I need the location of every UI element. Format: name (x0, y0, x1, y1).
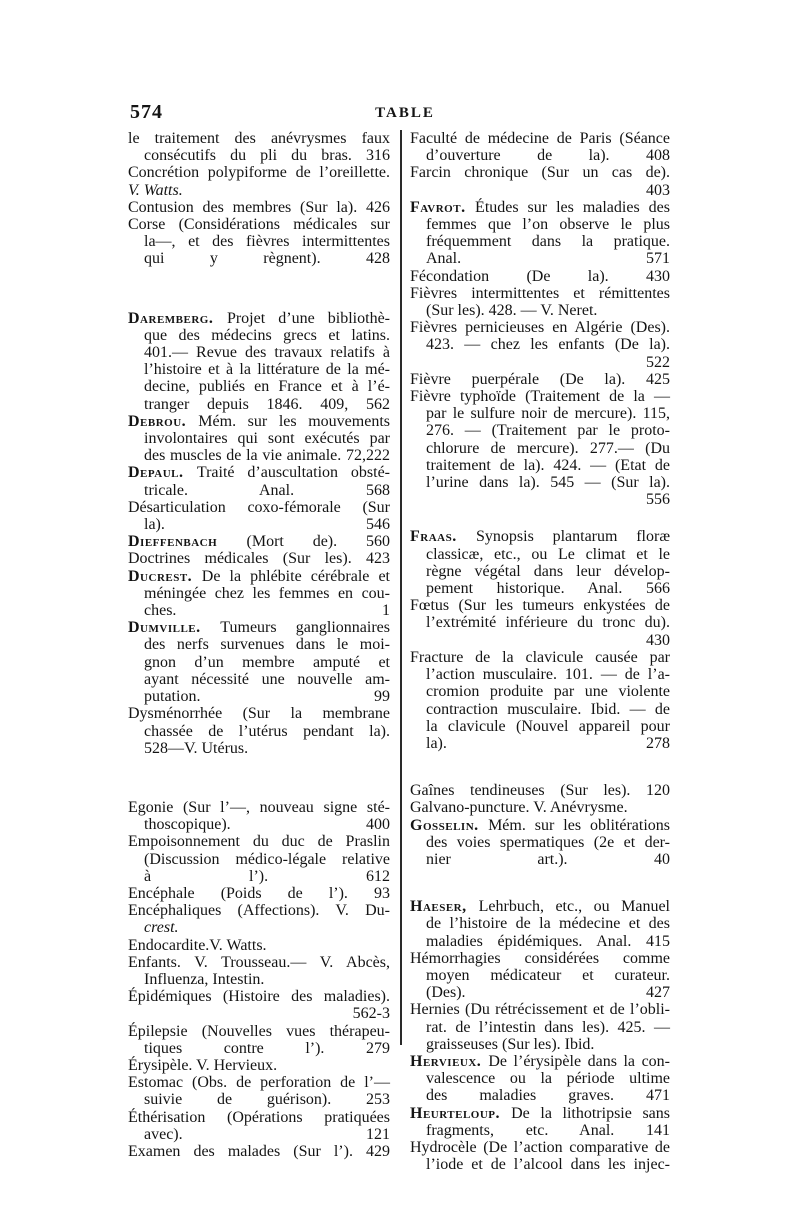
index-entry (128, 937, 390, 954)
index-entry (410, 199, 670, 268)
index-line (128, 1023, 390, 1040)
index-line (128, 1143, 390, 1160)
index-line (128, 550, 390, 567)
index-line (410, 666, 670, 683)
index-line (410, 250, 670, 267)
index-line-text: Influenza, Intestin. (144, 970, 265, 988)
index-entry (410, 1053, 670, 1105)
index-entry (410, 782, 670, 816)
index-line-text: ches. 1 (144, 602, 390, 620)
section-gap (410, 508, 670, 528)
index-line (410, 933, 670, 950)
index-line-text: l’extrémité inférieure du tronc du). (426, 614, 670, 632)
index-line-text: Encéphaliques (Affections). V. Du- (128, 902, 390, 920)
index-entry (128, 833, 390, 885)
index-line (410, 440, 670, 457)
index-line-text: Désarticulation coxo-fémorale (Sur (128, 498, 390, 516)
index-line-text: (Discussion médico-légale relative (144, 850, 390, 868)
index-line (128, 216, 390, 233)
index-entry (410, 1105, 670, 1139)
index-line-text: Galvano-puncture. V. Anévrysme. (410, 799, 628, 817)
index-line (128, 182, 390, 199)
index-line (410, 164, 670, 181)
index-line (410, 1019, 670, 1036)
index-line (128, 971, 390, 988)
index-line (410, 336, 670, 353)
index-line (410, 457, 670, 474)
index-line (410, 683, 670, 700)
index-line-text: consécutifs du pli du bras. 316 (144, 147, 390, 165)
index-entry (410, 898, 670, 950)
index-line-text: graisseuses (Sur les). Ibid. (426, 1035, 595, 1053)
index-line-text: cromion produite par une violente (426, 683, 670, 701)
index-line-text: suivie de guérison). 253 (144, 1091, 390, 1109)
entry-author-name: Ducrest. (128, 567, 202, 585)
index-line (128, 1126, 390, 1143)
index-line (410, 319, 670, 336)
index-entry (410, 130, 670, 164)
index-line-text: de l’histoire de la médecine et des (426, 915, 670, 933)
index-line (410, 528, 670, 545)
index-line-text: ayant nécessité une nouvelle am- (144, 670, 390, 688)
index-line (410, 580, 670, 597)
index-line (410, 735, 670, 752)
index-line (128, 447, 390, 464)
index-entry (128, 310, 390, 413)
index-line (410, 915, 670, 932)
index-line-text: De la lithotripsie sans (511, 1104, 671, 1122)
index-line-text: fragments, etc. Anal. 141 (426, 1121, 670, 1139)
index-line (128, 396, 390, 413)
index-line-text: par le sulfure noir de mercure). 115, (426, 405, 670, 423)
index-line (410, 782, 670, 799)
index-line (128, 233, 390, 250)
entry-author-name: Dieffenbach (128, 533, 247, 551)
index-line-text: fréquemment dans la pratique. (426, 233, 670, 251)
index-line (128, 199, 390, 216)
index-line-text: (Des). 427 (426, 984, 670, 1002)
index-entry (410, 268, 670, 285)
index-line (410, 422, 670, 439)
index-line-text: Estomac (Obs. de perforation de l’— (128, 1074, 390, 1092)
index-line (128, 868, 390, 885)
index-line (410, 474, 670, 491)
index-line-text: Gaînes tendineuses (Sur les). 120 (410, 782, 670, 800)
index-line-text: l’urine dans la). 545 — (Sur la). (426, 474, 670, 492)
index-entry (410, 817, 670, 869)
index-line (128, 499, 390, 516)
index-line-text: l’histoire et à la littérature de la mé- (144, 361, 390, 379)
index-line-text: Farcin chronique (Sur un cas de). (410, 164, 670, 182)
index-line-text: 403 (646, 181, 670, 199)
index-line-text: Fièvre typhoïde (Traitement de la — (410, 388, 670, 406)
index-line-text: des muscles de la vie animale. 72,222 (144, 447, 390, 465)
index-line-text: Anal. 571 (426, 250, 670, 268)
entry-author-name: Hervieux. (410, 1052, 489, 1070)
index-line-text: Hydrocèle (De l’action comparative de (410, 1138, 670, 1156)
index-line-text: Mém. sur les oblitérations (488, 816, 670, 834)
index-line (128, 902, 390, 919)
index-line (128, 833, 390, 850)
index-line-text: la—, et des fièvres intermittentes (144, 233, 390, 251)
index-line-text: Doctrines médicales (Sur les). 423 (128, 550, 390, 568)
right-column (410, 130, 670, 1173)
index-line-text: des voies spermatiques (2e et der- (426, 833, 670, 851)
index-line (128, 430, 390, 447)
index-line-text: 528—V. Utérus. (144, 739, 249, 757)
index-line (128, 816, 390, 833)
index-line (410, 405, 670, 422)
index-line-text: decine, publiés en France et à l’é- (144, 378, 390, 396)
index-entry (410, 1001, 670, 1053)
index-entry (128, 464, 390, 498)
index-line (128, 688, 390, 705)
index-line (410, 233, 670, 250)
index-entry (410, 388, 670, 508)
index-entry (128, 499, 390, 533)
index-line (128, 799, 390, 816)
entry-author-name: Haeser, (410, 898, 479, 916)
index-line-text: Fœtus (Sur les tumeurs enkystées de (410, 597, 670, 615)
index-line (410, 388, 670, 405)
index-line-text: Épilepsie (Nouvelles vues thérapeu- (128, 1022, 390, 1040)
index-line (128, 482, 390, 499)
index-line-text: Enfants. V. Trousseau.— V. Abcès, (128, 953, 390, 971)
index-line-text: pement historique. Anal. 566 (426, 580, 670, 598)
index-line-text: nier art.). 40 (426, 850, 670, 868)
index-line (410, 182, 670, 199)
page-number: 574 (130, 101, 163, 123)
index-line-text: classicæ, etc., ou Le climat et le (426, 545, 670, 563)
index-line (410, 1036, 670, 1053)
index-line-text: Fièvres pernicieuses en Algérie (Des). (410, 319, 670, 337)
index-line-text: Hernies (Du rétrécissement et de l’obli- (410, 1001, 670, 1019)
index-line-text: le traitement des anévrysmes faux (128, 130, 390, 147)
index-line-text: la). 278 (426, 734, 670, 752)
index-entry (128, 988, 390, 1022)
index-line-text: De l’érysipèle dans la con- (488, 1052, 671, 1070)
index-line-text: Épidémiques (Histoire des maladies). (128, 988, 390, 1006)
index-entry (128, 705, 390, 757)
index-line (128, 937, 390, 954)
index-line-text: Lehrbuch, etc., ou Manuel (478, 898, 671, 916)
index-line-text: Contusion des membres (Sur la). 426 (128, 198, 390, 216)
index-line (128, 919, 390, 936)
index-line (410, 371, 670, 388)
section-gap (128, 757, 390, 799)
index-line-text: 522 (646, 353, 670, 371)
index-line (410, 1087, 670, 1104)
index-line (128, 636, 390, 653)
index-line (410, 817, 670, 834)
index-line (128, 619, 390, 636)
index-entry (128, 619, 390, 705)
index-line (128, 705, 390, 722)
index-line (128, 988, 390, 1005)
running-title: TABLE (375, 105, 435, 121)
entry-author-name: Depaul. (128, 464, 197, 482)
index-line-text: chlorure de mercure). 277.— (Du (426, 439, 670, 457)
index-line (128, 654, 390, 671)
index-line (410, 302, 670, 319)
index-line-text: à l’). 612 (144, 867, 390, 885)
index-line-text: méningée chez les femmes en cou- (144, 584, 390, 602)
index-line (128, 464, 390, 481)
section-gap (410, 752, 670, 782)
index-line-text: 556 (646, 491, 670, 509)
index-line (128, 1109, 390, 1126)
index-line (410, 1001, 670, 1018)
index-line (128, 851, 390, 868)
index-line (410, 649, 670, 666)
index-line (410, 354, 670, 371)
index-line (128, 1040, 390, 1057)
index-line (128, 954, 390, 971)
entry-author-name: Gosselin. (410, 816, 489, 834)
index-line (410, 491, 670, 508)
index-line-text: qui y règnent). 428 (144, 250, 390, 268)
index-line-text: crest. (144, 919, 179, 937)
index-line (128, 130, 390, 147)
index-line-text: avec). 121 (144, 1125, 390, 1143)
index-line-text: Concrétion polypiforme de l’oreillette. (128, 164, 390, 182)
index-line-text: Projet d’une bibliothè- (226, 309, 390, 327)
index-line-text: Fécondation (De la). 430 (410, 267, 670, 285)
entry-author-name: Dumville. (128, 619, 221, 637)
index-line-text: Egonie (Sur l’—, nouveau signe sté- (128, 798, 390, 816)
index-line-text: Hémorrhagies considérées comme (410, 949, 670, 967)
index-line (128, 310, 390, 327)
index-line (410, 984, 670, 1001)
index-entry (128, 550, 390, 567)
index-line (410, 701, 670, 718)
index-entry (128, 1023, 390, 1057)
index-line-text: tricale. Anal. 568 (144, 481, 390, 499)
index-line (410, 1156, 670, 1173)
index-line-text: tiques contre l’). 279 (144, 1039, 390, 1057)
index-entry (128, 199, 390, 268)
index-line (410, 614, 670, 631)
index-line (128, 671, 390, 688)
index-entry (128, 954, 390, 988)
index-line-text: Faculté de médecine de Paris (Séance (410, 130, 670, 147)
index-line-text: valescence ou la période ultime (426, 1070, 670, 1088)
left-column (128, 130, 390, 1160)
index-line-text: moyen médicateur et curateur. (426, 966, 670, 984)
index-line (128, 250, 390, 267)
index-line-text: Synopsis plantarum floræ (476, 528, 670, 546)
index-entry (410, 285, 670, 319)
index-entry (410, 597, 670, 649)
index-line-text: Érysipèle. V. Hervieux. (128, 1056, 278, 1074)
section-gap (128, 268, 390, 310)
index-entry (128, 413, 390, 465)
index-line (128, 378, 390, 395)
index-line (128, 568, 390, 585)
index-entry (410, 528, 670, 597)
index-line (410, 1122, 670, 1139)
index-line (410, 199, 670, 216)
index-line-text: Traité d’auscultation obsté- (196, 464, 390, 482)
index-entry (410, 1139, 670, 1173)
index-line-text: rat. de l’intestin dans les). 425. — (426, 1018, 670, 1036)
index-line (128, 147, 390, 164)
index-line-text: des nerfs survenues dans le moi- (144, 636, 390, 654)
index-line-text: l’action musculaire. 101. — de l’a- (426, 666, 670, 684)
index-line (128, 327, 390, 344)
index-entry (410, 950, 670, 1002)
index-line (410, 851, 670, 868)
index-line (410, 285, 670, 302)
index-line-text: l’iode et de l’alcool dans les injec- (426, 1156, 670, 1174)
index-line (128, 723, 390, 740)
index-line-text: Études sur les maladies des (475, 198, 670, 216)
index-line-text: Examen des malades (Sur l’). 429 (128, 1142, 390, 1160)
index-line (410, 597, 670, 614)
index-line-text: règne végétal dans leur dévelop- (426, 562, 670, 580)
index-line (128, 413, 390, 430)
index-line-text: des maladies graves. 471 (426, 1087, 670, 1105)
index-line-text: femmes que l’on observe le plus (426, 216, 670, 234)
index-line-text: traitement de la). 424. — (Etat de (426, 456, 670, 474)
index-line-text: Fièvres intermittentes et rémittentes (410, 284, 670, 302)
index-line-text: Tumeurs ganglionnaires (220, 619, 390, 637)
entry-author-name: Daremberg. (128, 309, 227, 327)
index-line-text: que des médecins grecs et latins. (144, 326, 390, 344)
index-line (410, 147, 670, 164)
index-line-text: maladies épidémiques. Anal. 415 (426, 932, 670, 950)
index-entry (128, 1057, 390, 1074)
index-line-text: la). 546 (144, 516, 390, 534)
index-entry (128, 799, 390, 833)
index-line (410, 632, 670, 649)
index-line (410, 563, 670, 580)
index-line-text: gnon d’un membre amputé et (144, 653, 390, 671)
index-entry (128, 533, 390, 550)
entry-author-name: Heurteloup. (410, 1104, 512, 1122)
index-line (410, 799, 670, 816)
index-entry (410, 371, 670, 388)
index-line (128, 1057, 390, 1074)
index-line (410, 950, 670, 967)
index-line-text: involontaires qui sont exécutés par (144, 430, 390, 448)
index-line-text: Éthérisation (Opérations pratiquées (128, 1108, 390, 1126)
index-line (128, 533, 390, 550)
index-entry (410, 649, 670, 752)
index-line-text: Encéphale (Poids de l’). 93 (128, 884, 390, 902)
index-line (410, 130, 670, 147)
index-entry (128, 568, 390, 620)
index-entry (128, 885, 390, 937)
index-entry (128, 1143, 390, 1160)
index-line (410, 834, 670, 851)
index-entry (128, 1074, 390, 1108)
index-line-text: Dysménorrhée (Sur la membrane (128, 705, 390, 723)
index-line-text: 401.— Revue des travaux relatifs à (144, 344, 390, 362)
index-line (410, 1105, 670, 1122)
index-line-text: d’ouverture de la). 408 (426, 147, 670, 165)
index-line-text: Fracture de la clavicule causée par (410, 648, 670, 666)
column-divider (400, 130, 402, 1045)
index-line (410, 1070, 670, 1087)
index-line-text: putation. 99 (144, 688, 390, 706)
index-entry (410, 319, 670, 371)
index-line-text: chassée de l’utérus pendant la). (144, 722, 390, 740)
index-line (410, 268, 670, 285)
index-entry (410, 164, 670, 198)
index-line-text: 276. — (Traitement par le proto- (426, 422, 670, 440)
entry-author-name: Fraas. (410, 528, 476, 546)
entry-author-name: Favrot. (410, 198, 476, 216)
index-line (410, 216, 670, 233)
index-line (410, 1139, 670, 1156)
index-line (128, 361, 390, 378)
index-line (410, 967, 670, 984)
index-line-text: Empoisonnement du duc de Praslin (128, 833, 390, 851)
index-line-text: Mém. sur les mouvements (198, 412, 390, 430)
index-line (128, 602, 390, 619)
index-line-text: contraction musculaire. Ibid. — de (426, 700, 670, 718)
index-line (128, 585, 390, 602)
index-line-text: 423. — chez les enfants (De la). (426, 336, 670, 354)
index-line-text: De la phlébite cérébrale et (201, 567, 390, 585)
index-line-text: (Sur les). 428. — V. Neret. (426, 302, 598, 320)
index-line (410, 1053, 670, 1070)
index-line-text: tranger depuis 1846. 409, 562 (144, 395, 390, 413)
index-line-text: 430 (646, 631, 670, 649)
index-line (128, 885, 390, 902)
index-line (128, 1005, 390, 1022)
index-line (128, 1074, 390, 1091)
index-line-text: Endocardite.V. Watts. (128, 936, 267, 954)
index-line (128, 1091, 390, 1108)
index-entry (128, 1109, 390, 1143)
section-gap (410, 868, 670, 898)
index-line-text: (Mort de). 560 (246, 533, 390, 551)
index-line-text: la clavicule (Nouvel appareil pour (426, 717, 670, 735)
entry-author-name: Debrou. (128, 412, 199, 430)
index-line (128, 344, 390, 361)
index-line-text: V. Watts. (128, 181, 183, 199)
index-line-text: 562-3 (352, 1005, 390, 1023)
index-entry (128, 130, 390, 199)
index-line-text: Corse (Considérations médicales sur (128, 216, 390, 234)
index-line (128, 740, 390, 757)
index-line-text: Fièvre puerpérale (De la). 425 (410, 370, 670, 388)
index-line (128, 164, 390, 181)
index-line (410, 718, 670, 735)
index-line-text: thoscopique). 400 (144, 816, 390, 834)
index-line (128, 516, 390, 533)
index-line (410, 546, 670, 563)
index-line (410, 898, 670, 915)
